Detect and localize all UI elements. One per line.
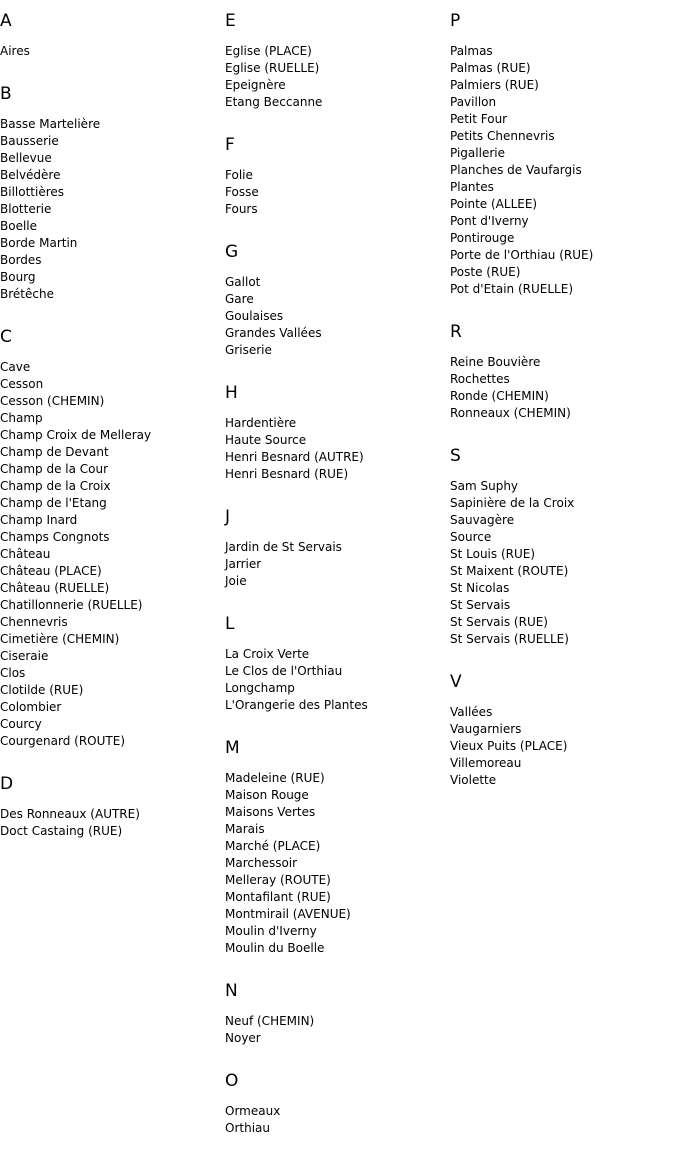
street-link[interactable]: Vaugarniers xyxy=(450,722,522,736)
letter-section xyxy=(450,671,675,789)
letter-section xyxy=(225,134,450,218)
street-link[interactable]: Jardin de St Servais xyxy=(225,540,342,554)
street-link[interactable]: St Servais (RUELLE) xyxy=(450,632,569,646)
street-link[interactable]: Eglise (PLACE) xyxy=(225,44,312,58)
street-index-column-3 xyxy=(450,10,675,812)
street-link[interactable]: Sauvagère xyxy=(450,513,515,527)
section-letter-heading: B xyxy=(0,84,12,104)
street-link[interactable]: Madeleine (RUE) xyxy=(225,771,325,785)
street-link[interactable]: Marchessoir xyxy=(225,856,298,870)
street-link[interactable]: Joie xyxy=(225,574,247,588)
street-link[interactable]: Cesson xyxy=(0,377,44,391)
street-link[interactable]: Champ de la Cour xyxy=(0,462,109,476)
street-link[interactable]: Champ de la Croix xyxy=(0,479,111,493)
street-link[interactable]: Château (RUELLE) xyxy=(0,581,110,595)
street-link[interactable]: Montmirail (AVENUE) xyxy=(225,907,351,921)
letter-section xyxy=(225,1070,450,1137)
street-list xyxy=(225,274,450,359)
street-list xyxy=(450,478,675,648)
street-link[interactable]: Goulaises xyxy=(225,309,284,323)
section-letter-heading: N xyxy=(225,981,238,1001)
street-link[interactable]: Bordes xyxy=(0,253,42,267)
street-link[interactable]: Brétêche xyxy=(0,287,54,301)
street-link[interactable]: Palmiers (RUE) xyxy=(450,78,539,92)
street-link[interactable]: Jarrier xyxy=(225,557,262,571)
street-list xyxy=(0,43,225,60)
street-link[interactable]: St Louis (RUE) xyxy=(450,547,536,561)
section-letter-heading: D xyxy=(0,774,14,794)
street-index-column-1 xyxy=(0,10,225,863)
street-list xyxy=(450,43,675,298)
street-link[interactable]: Bourg xyxy=(0,270,36,284)
street-link[interactable]: Sam Suphy xyxy=(450,479,519,493)
street-link[interactable]: Etang Beccanne xyxy=(225,95,323,109)
street-link[interactable]: Gare xyxy=(225,292,254,306)
section-letter-heading: E xyxy=(225,11,236,31)
section-letter-heading: R xyxy=(450,322,462,342)
street-link[interactable]: Folie xyxy=(225,168,253,182)
street-link[interactable]: Le Clos de l'Orthiau xyxy=(225,664,343,678)
letter-section xyxy=(450,321,675,422)
street-link[interactable]: Château (PLACE) xyxy=(0,564,102,578)
letter-section xyxy=(225,10,450,111)
street-link[interactable]: Poste (RUE) xyxy=(450,265,521,279)
street-link[interactable]: Gallot xyxy=(225,275,261,289)
street-link[interactable]: Champ de Devant xyxy=(0,445,109,459)
letter-section xyxy=(450,10,675,298)
street-link[interactable]: Fours xyxy=(225,202,258,216)
street-link[interactable]: Pavillon xyxy=(450,95,497,109)
street-link[interactable]: L'Orangerie des Plantes xyxy=(225,698,368,712)
street-link[interactable]: Chennevris xyxy=(0,615,68,629)
street-link[interactable]: Neuf (CHEMIN) xyxy=(225,1014,315,1028)
street-link[interactable]: Ronde (CHEMIN) xyxy=(450,389,549,403)
street-link[interactable]: Maison Rouge xyxy=(225,788,309,802)
street-list xyxy=(0,359,225,750)
section-letter-heading: A xyxy=(0,11,12,31)
street-link[interactable]: Colombier xyxy=(0,700,62,714)
letter-section xyxy=(225,737,450,957)
section-letter-heading: H xyxy=(225,383,238,403)
street-link[interactable]: Griserie xyxy=(225,343,272,357)
street-link[interactable]: Pontirouge xyxy=(450,231,515,245)
street-list xyxy=(225,646,450,714)
letter-section xyxy=(0,773,225,840)
street-link[interactable]: Palmas xyxy=(450,44,493,58)
street-link[interactable]: Marais xyxy=(225,822,265,836)
street-link[interactable]: Billottières xyxy=(0,185,65,199)
section-letter-heading: C xyxy=(0,327,12,347)
street-link[interactable]: Source xyxy=(450,530,492,544)
street-link[interactable]: Villemoreau xyxy=(450,756,522,770)
street-link[interactable]: Clos xyxy=(0,666,26,680)
street-link[interactable]: Petits Chennevris xyxy=(450,129,555,143)
street-link[interactable]: Henri Besnard (RUE) xyxy=(225,467,349,481)
street-list xyxy=(225,43,450,111)
street-link[interactable]: Cave xyxy=(0,360,31,374)
street-link[interactable]: Bausserie xyxy=(0,134,59,148)
street-link[interactable]: Grandes Vallées xyxy=(225,326,322,340)
street-link[interactable]: Borde Martin xyxy=(0,236,78,250)
street-list xyxy=(225,770,450,957)
street-link[interactable]: Montafilant (RUE) xyxy=(225,890,331,904)
street-link[interactable]: Porte de l'Orthiau (RUE) xyxy=(450,248,594,262)
letter-section xyxy=(225,506,450,590)
street-list xyxy=(225,539,450,590)
street-link[interactable]: Champ Inard xyxy=(0,513,78,527)
street-link[interactable]: Courcy xyxy=(0,717,42,731)
street-link[interactable]: La Croix Verte xyxy=(225,647,310,661)
street-list xyxy=(450,354,675,422)
street-list xyxy=(0,116,225,303)
section-letter-heading: F xyxy=(225,135,235,155)
letter-section xyxy=(225,980,450,1047)
street-link[interactable]: Pont d'Iverny xyxy=(450,214,529,228)
street-link[interactable]: Cimetière (CHEMIN) xyxy=(0,632,120,646)
letter-section xyxy=(450,445,675,648)
street-link[interactable]: Haute Source xyxy=(225,433,307,447)
street-link[interactable]: St Maixent (ROUTE) xyxy=(450,564,569,578)
street-link[interactable]: St Nicolas xyxy=(450,581,510,595)
street-link[interactable]: Longchamp xyxy=(225,681,295,695)
section-letter-heading: V xyxy=(450,672,462,692)
section-letter-heading: S xyxy=(450,446,461,466)
street-link[interactable]: Ciseraie xyxy=(0,649,49,663)
street-link[interactable]: Palmas (RUE) xyxy=(450,61,531,75)
street-link[interactable]: Champs Congnots xyxy=(0,530,110,544)
street-link[interactable]: Vieux Puits (PLACE) xyxy=(450,739,568,753)
section-letter-heading: J xyxy=(225,507,231,527)
street-link[interactable]: Henri Besnard (AUTRE) xyxy=(225,450,364,464)
street-link[interactable]: Basse Martelière xyxy=(0,117,101,131)
street-list xyxy=(225,415,450,483)
street-list xyxy=(450,704,675,789)
street-link[interactable]: St Servais xyxy=(450,598,511,612)
street-link[interactable]: Pot d'Etain (RUELLE) xyxy=(450,282,573,296)
street-link[interactable]: Des Ronneaux (AUTRE) xyxy=(0,807,140,821)
street-link[interactable]: Champ xyxy=(0,411,43,425)
street-link[interactable]: Petit Four xyxy=(450,112,508,126)
street-link[interactable]: Aires xyxy=(0,44,30,58)
street-link[interactable]: Maisons Vertes xyxy=(225,805,316,819)
street-link[interactable]: Ronneaux (CHEMIN) xyxy=(450,406,571,420)
street-link[interactable]: Melleray (ROUTE) xyxy=(225,873,331,887)
street-link[interactable]: Eglise (RUELLE) xyxy=(225,61,320,75)
section-letter-heading: O xyxy=(225,1071,239,1091)
letter-section xyxy=(0,10,225,60)
section-letter-heading: L xyxy=(225,614,235,634)
street-link[interactable]: Château xyxy=(0,547,51,561)
street-link[interactable]: Moulin d'Iverny xyxy=(225,924,317,938)
letter-section xyxy=(0,83,225,303)
street-link[interactable]: Marché (PLACE) xyxy=(225,839,321,853)
street-link[interactable]: Moulin du Boelle xyxy=(225,941,325,955)
street-link[interactable]: Courgenard (ROUTE) xyxy=(0,734,126,748)
street-link[interactable]: Sapinière de la Croix xyxy=(450,496,575,510)
street-link[interactable]: Planches de Vaufargis xyxy=(450,163,582,177)
street-link[interactable]: Violette xyxy=(450,773,497,787)
street-link[interactable]: Cesson (CHEMIN) xyxy=(0,394,105,408)
street-link[interactable]: Orthiau xyxy=(225,1121,270,1135)
street-link[interactable]: Doct Castaing (RUE) xyxy=(0,824,123,838)
street-index-column-2 xyxy=(225,10,450,1160)
street-link[interactable]: Boelle xyxy=(0,219,38,233)
street-link[interactable]: Clotilde (RUE) xyxy=(0,683,84,697)
street-link[interactable]: Noyer xyxy=(225,1031,261,1045)
street-link[interactable]: Hardentière xyxy=(225,416,297,430)
street-link[interactable]: Ormeaux xyxy=(225,1104,281,1118)
street-link[interactable]: Pigallerie xyxy=(450,146,505,160)
street-link[interactable]: Reine Bouvière xyxy=(450,355,541,369)
street-list xyxy=(225,1103,450,1137)
street-link[interactable]: Champ Croix de Melleray xyxy=(0,428,152,442)
street-link[interactable]: Chatillonnerie (RUELLE) xyxy=(0,598,143,612)
section-letter-heading: P xyxy=(450,11,461,31)
street-list xyxy=(0,806,225,840)
letter-section xyxy=(225,382,450,483)
street-link[interactable]: Plantes xyxy=(450,180,494,194)
street-link[interactable]: Pointe (ALLEE) xyxy=(450,197,538,211)
street-link[interactable]: Belvédère xyxy=(0,168,61,182)
street-list xyxy=(225,167,450,218)
street-link[interactable]: Champ de l'Etang xyxy=(0,496,107,510)
street-link[interactable]: Blotterie xyxy=(0,202,52,216)
street-link[interactable]: Rochettes xyxy=(450,372,510,386)
letter-section xyxy=(225,613,450,714)
street-link[interactable]: Vallées xyxy=(450,705,493,719)
section-letter-heading: M xyxy=(225,738,240,758)
street-link[interactable]: Bellevue xyxy=(0,151,52,165)
street-link[interactable]: Fosse xyxy=(225,185,259,199)
street-list xyxy=(225,1013,450,1047)
letter-section xyxy=(0,326,225,750)
street-link[interactable]: Epeignère xyxy=(225,78,286,92)
section-letter-heading: G xyxy=(225,242,239,262)
letter-section xyxy=(225,241,450,359)
street-link[interactable]: St Servais (RUE) xyxy=(450,615,548,629)
